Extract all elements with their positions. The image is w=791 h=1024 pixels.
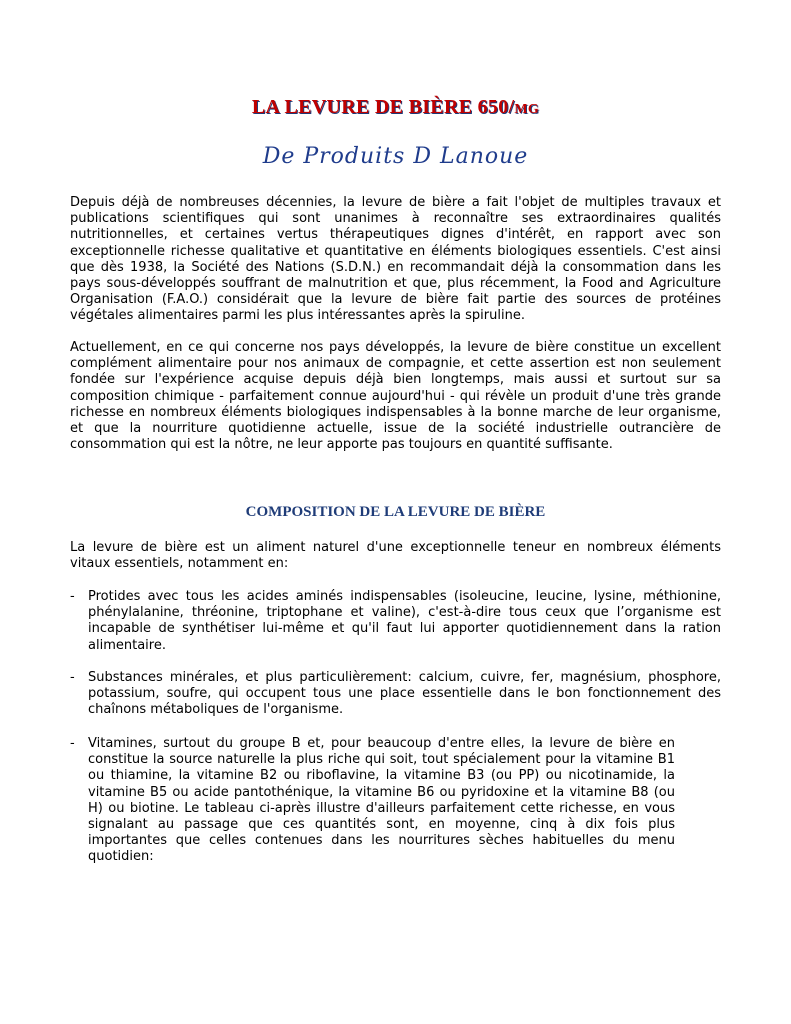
bullet-dash: -	[70, 736, 75, 751]
list-item-protides	[70, 589, 721, 654]
title-unit: MG	[514, 102, 540, 117]
document-subtitle: De Produits D Lanoue	[262, 144, 529, 169]
document-title	[0, 96, 791, 119]
bullet-dash: -	[70, 670, 75, 685]
list-item-text: Protides avec tous les acides aminés indispensables (isoleucine, leucine, lysine, méthionine, phénylalanine, thréonine, triptophane et valine), c'est-à-dire tous ceux que l’organisme est incapable de synthétiser lui-même et qu'il faut lui apporter quotidiennement dans la ration alimentaire.	[88, 589, 721, 653]
list-item-text: Substances minérales, et plus particulièrement: calcium, cuivre, fer, magnésium, phosphore, potassium, soufre, qui occupent tous une place essentielle dans le bon fonctionnement des chaînons métaboliques de l'organisme.	[88, 670, 721, 718]
composition-lead: La levure de bière est un aliment naturel d'une exceptionnelle teneur en nombreux éléments vitaux essentiels, notamment en:	[70, 540, 721, 572]
composition-heading: COMPOSITION DE LA LEVURE DE BIÈRE	[245, 504, 546, 520]
bullet-dash: -	[70, 589, 75, 604]
title-main: LA LEVURE DE BIÈRE 650/	[251, 96, 515, 118]
intro-paragraph-1: Depuis déjà de nombreuses décennies, la levure de bière a fait l'objet de multiples travaux et publications scientifiques qui sont unanimes à reconnaître ses extraordinaires qualités nutritionnelles, et certaines vertus thérapeutiques dignes d'intérêt, en rapport avec son exceptionnelle richesse qualitative et quantitative en éléments biologiques essentiels. C'est ainsi que dès 1938, la Société des Nations (S.D.N.) en recommandait déjà la consommation dans les pays sous-développés souffrant de malnutrition et que, plus récemment, la Food and Agriculture Organisation (F.A.O.) considérait que la levure de bière fait partie des sources de protéines végétales alimentaires parmi les plus intéressantes après la spiruline.	[70, 195, 721, 324]
intro-paragraph-2: Actuellement, en ce qui concerne nos pays développés, la levure de bière constitue un excellent complément alimentaire pour nos animaux de compagnie, et cette assertion est non seulement fondée sur l'expérience acquise depuis déjà bien longtemps, mais aussi et surtout sur sa composition chimique - parfaitement connue aujourd'hui - qui révèle un produit d'une très grande richesse en nombreux éléments biologiques indispensables à la bonne marche de leur organisme, et que la nourriture quotidienne actuelle, issue de la société industrielle outrancière de consommation qui est la nôtre, ne leur apporte pas toujours en quantité suffisante.	[70, 340, 721, 453]
list-item-text: Vitamines, surtout du groupe B et, pour beaucoup d'entre elles, la levure de bière en constitue la source naturelle la plus riche qui soit, tout spécialement pour la vitamine B1 ou thiamine, la vitamine B2 ou riboflavine, la vitamine B3 (ou PP) ou nicotinamide, la vitamine B5 ou acide pantothénique, la vitamine B6 ou pyridoxine et la vitamine B8 (ou H) ou biotine. Le tableau ci-après illustre d'ailleurs parfaitement cette richesse, en vous signalant au passage que ces quantités sont, en moyenne, cinq à dix fois plus importantes que celles contenues dans les nourritures sèches habituelles du menu quotidien:	[88, 736, 675, 865]
list-item-minerals	[70, 670, 721, 719]
list-item-vitamins	[70, 736, 675, 866]
